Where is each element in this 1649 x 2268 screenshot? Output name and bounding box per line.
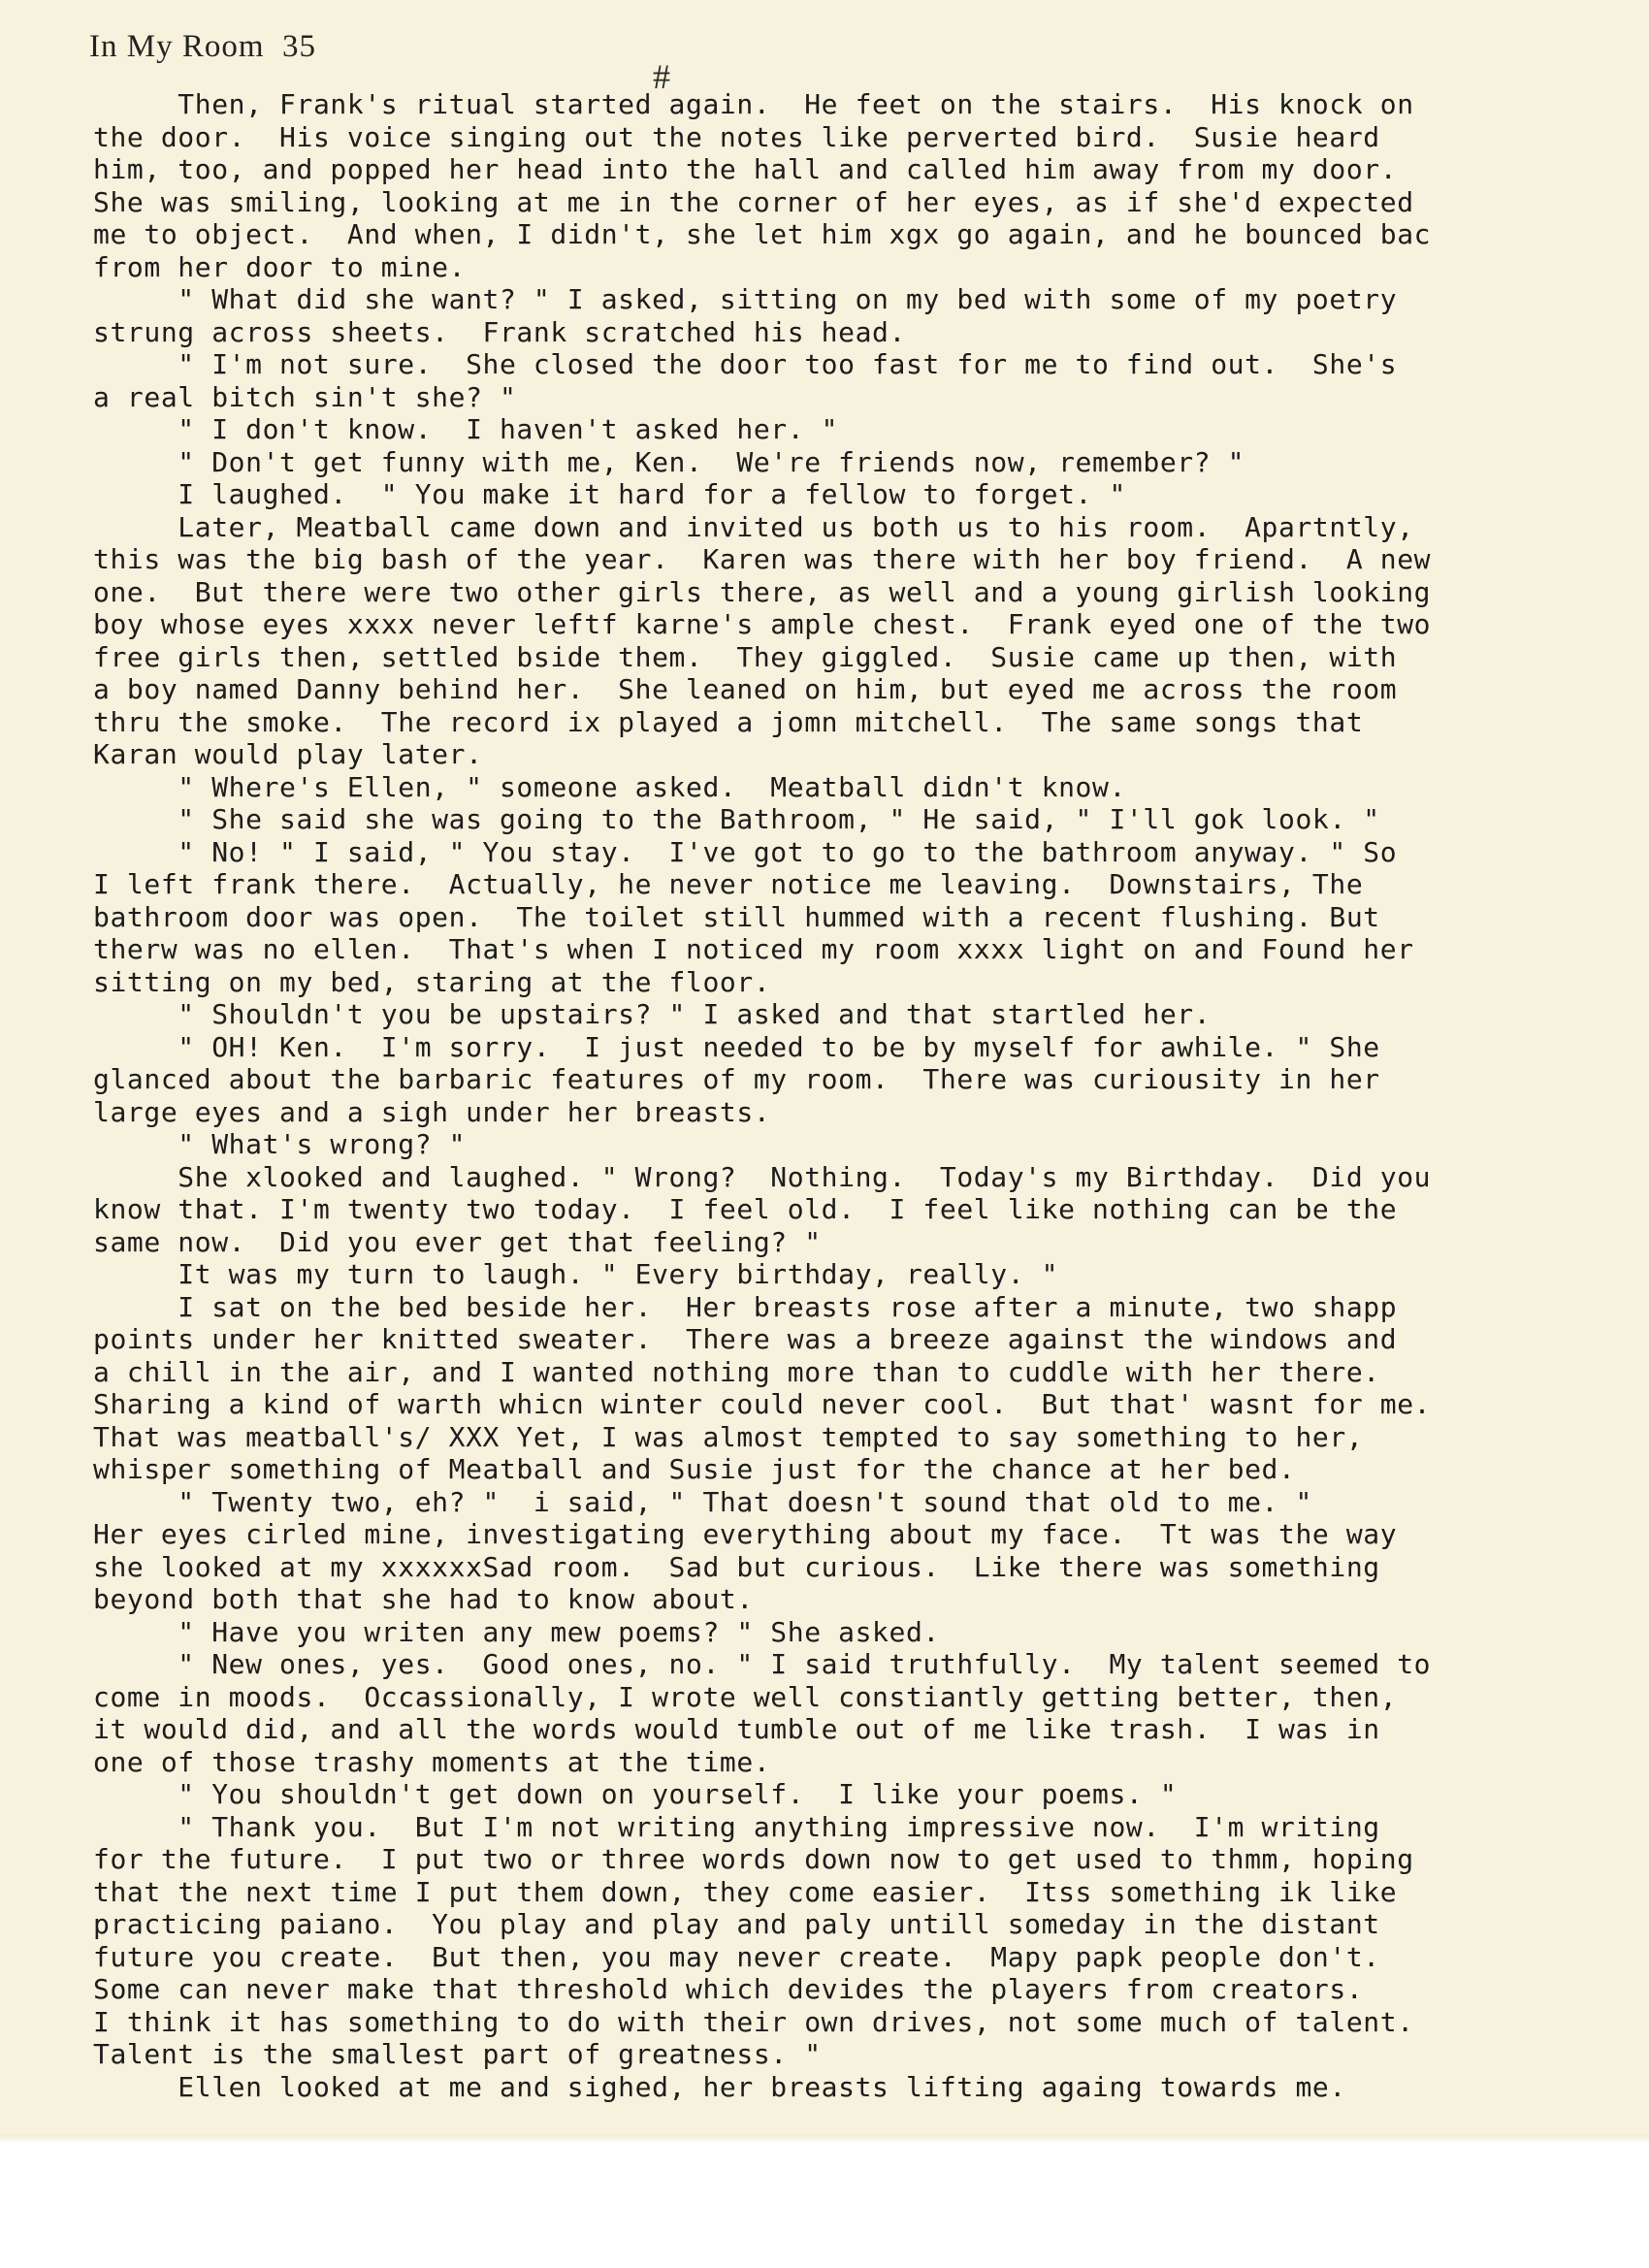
text-line: Sharing a kind of warth whicn winter could never cool. But that' wasnt for me.: [93, 1388, 1432, 1420]
page-title: In My Room: [89, 29, 265, 64]
text-line: Some can never make that threshold which devides the players from creators.: [93, 1973, 1364, 2005]
text-line: a real bitch sin't she? ": [93, 380, 517, 413]
text-line: Ellen looked at me and sighed, her breasts lifting againg towards me.: [93, 2070, 1346, 2103]
text-line: future you create. But then, you may never create. Mapy papk people don't.: [93, 1940, 1380, 1973]
text-line: it would did, and all the words would tumble out of me like trash. I was in: [93, 1713, 1380, 1745]
text-line: " Have you writen any mew poems? " She asked.: [93, 1615, 940, 1648]
text-line: I sat on the bed beside her. Her breasts rose after a minute, two shapp: [93, 1290, 1398, 1323]
text-line: " Where's Ellen, " someone asked. Meatball didn't know.: [93, 770, 1126, 803]
text-line: therw was no ellen. That's when I noticed my room xxxx light on and Found her: [93, 933, 1414, 965]
body-text: [93, 88, 1645, 2103]
text-line: that the next time I put them down, they come easier. Itss something ik like: [93, 1875, 1398, 1908]
text-line: know that. I'm twenty two today. I feel old. I feel like nothing can be the: [93, 1193, 1398, 1225]
text-line: she looked at my xxxxxxSad room. Sad but curious. Like there was something: [93, 1550, 1380, 1583]
text-line: practicing paiano. You play and play and paly untill someday in the distant: [93, 1908, 1380, 1940]
text-line: Then, Frank's ritual started again. He feet on the stairs. His knock on: [93, 88, 1414, 120]
page-header: [89, 29, 316, 65]
text-line: " I'm not sure. She closed the door too fast for me to find out. She's: [93, 348, 1398, 380]
text-line: glanced about the barbaric features of my room. There was curiousity in her: [93, 1063, 1380, 1095]
text-line: She xlooked and laughed. " Wrong? Nothing. Today's my Birthday. Did you: [93, 1160, 1432, 1193]
text-line: a chill in the air, and I wanted nothing more than to cuddle with her there.: [93, 1355, 1380, 1388]
text-line: " New ones, yes. Good ones, no. " I said truthfully. My talent seemed to: [93, 1648, 1432, 1680]
page-number: 35: [282, 29, 317, 64]
text-line: " OH! Ken. I'm sorry. I just needed to be by myself for awhile. " She: [93, 1030, 1380, 1063]
text-line: I laughed. " You make it hard for a fellow to forget. ": [93, 478, 1126, 510]
page-bottom-edge: [0, 2134, 1649, 2144]
text-line: " What did she want? " I asked, sitting on my bed with some of my poetry: [93, 283, 1398, 315]
text-line: a boy named Danny behind her. She leaned on him, but eyed me across the room: [93, 673, 1398, 705]
text-line: Talent is the smallest part of greatness. ": [93, 2038, 822, 2070]
text-line: " What's wrong? ": [93, 1128, 467, 1160]
text-line: from her door to mine.: [93, 250, 467, 283]
text-line: one of those trashy moments at the time.: [93, 1745, 771, 1778]
text-line: me to object. And when, I didn't, she let him xgx go again, and he bounced bac: [93, 218, 1432, 250]
text-line: " Don't get funny with me, Ken. We're friends now, remember? ": [93, 445, 1245, 478]
text-line: " Thank you. But I'm not writing anything impressive now. I'm writing: [93, 1810, 1380, 1843]
text-line: Her eyes cirled mine, investigating everything about my face. Tt was the way: [93, 1518, 1398, 1550]
text-line: It was my turn to laugh. " Every birthday, really. ": [93, 1258, 1059, 1290]
text-line: " She said she was going to the Bathroom, " He said, " I'll gok look. ": [93, 803, 1380, 835]
text-line: him, too, and popped her head into the hall and called him away from my door.: [93, 153, 1398, 185]
text-line: boy whose eyes xxxx never leftf karne's ample chest. Frank eyed one of the two: [93, 608, 1432, 640]
text-line: come in moods. Occassionally, I wrote well constiantly getting better, then,: [93, 1680, 1398, 1713]
text-line: " No! " I said, " You stay. I've got to go to the bathroom anyway. " So: [93, 835, 1398, 868]
section-mark: #: [653, 57, 670, 96]
text-line: this was the big bash of the year. Karen was there with her boy friend. A new: [93, 543, 1432, 575]
text-line: strung across sheets. Frank scratched his head.: [93, 315, 906, 348]
text-line: free girls then, settled bside them. They giggled. Susie came up then, with: [93, 640, 1398, 673]
text-line: " I don't know. I haven't asked her. ": [93, 413, 839, 445]
text-line: thru the smoke. The record ix played a jomn mitchell. The same songs that: [93, 705, 1364, 738]
text-line: " Shouldn't you be upstairs? " I asked and that startled her.: [93, 998, 1212, 1030]
text-line: She was smiling, looking at me in the corner of her eyes, as if she'd expected: [93, 185, 1414, 218]
text-line: I think it has something to do with their own drives, not some much of talent.: [93, 2005, 1414, 2038]
text-line: same now. Did you ever get that feeling? ": [93, 1225, 822, 1258]
text-line: I left frank there. Actually, he never notice me leaving. Downstairs, The: [93, 868, 1364, 900]
text-line: beyond both that she had to know about.: [93, 1583, 754, 1615]
text-line: for the future. I put two or three words down now to get used to thmm, hoping: [93, 1843, 1414, 1875]
text-line: large eyes and a sigh under her breasts.: [93, 1095, 771, 1128]
text-line: sitting on my bed, staring at the floor.: [93, 965, 771, 998]
text-line: one. But there were two other girls there, as well and a young girlish looking: [93, 575, 1432, 608]
text-line: Later, Meatball came down and invited us both us to his room. Apartntly,: [93, 510, 1414, 543]
text-line: whisper something of Meatball and Susie just for the chance at her bed.: [93, 1453, 1296, 1485]
text-line: " Twenty two, eh? " i said, " That doesn't sound that old to me. ": [93, 1485, 1312, 1518]
text-line: " You shouldn't get down on yourself. I like your poems. ": [93, 1778, 1178, 1810]
text-line: the door. His voice singing out the notes like perverted bird. Susie heard: [93, 120, 1380, 153]
text-line: points under her knitted sweater. There was a breeze against the windows and: [93, 1323, 1398, 1355]
text-line: Karan would play later.: [93, 738, 483, 770]
text-line: That was meatball's/ XXX Yet, I was almost tempted to say something to her,: [93, 1420, 1364, 1453]
text-line: bathroom door was open. The toilet still hummed with a recent flushing. But: [93, 900, 1380, 933]
